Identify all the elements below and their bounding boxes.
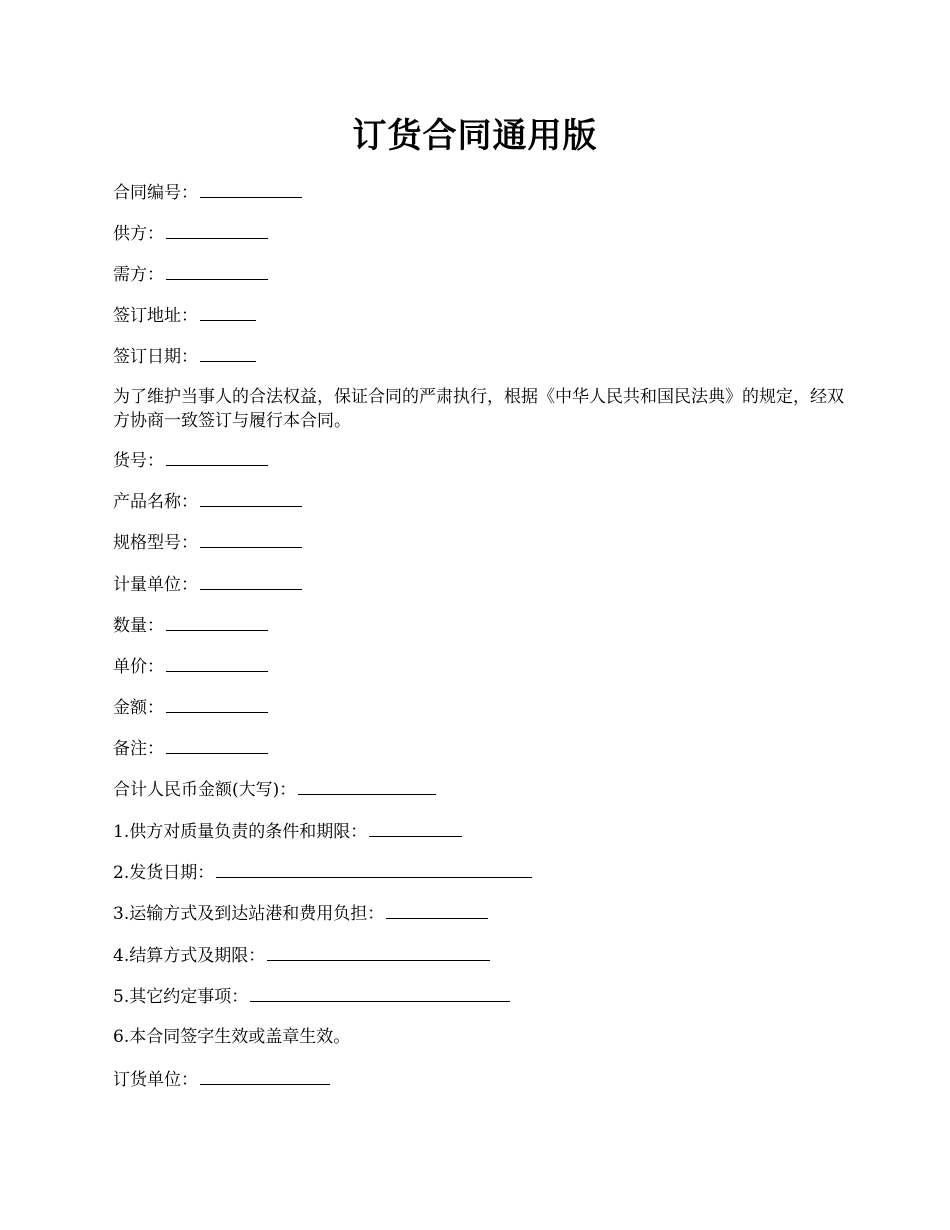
- spec-model-blank[interactable]: [200, 530, 302, 548]
- field-label: 合同编号：: [113, 183, 198, 203]
- clause-other-terms: [113, 984, 510, 1009]
- field-label: 合计人民币金额(大写)：: [113, 780, 297, 800]
- item-number-blank[interactable]: [166, 448, 268, 466]
- clause-settlement-blank[interactable]: [267, 943, 490, 961]
- signing-date-field: [113, 344, 256, 369]
- product-name-blank[interactable]: [200, 489, 302, 507]
- clause-settlement: [113, 943, 490, 968]
- total-amount-blank[interactable]: [298, 777, 436, 795]
- field-label: 规格型号：: [113, 533, 198, 553]
- unit-price-blank[interactable]: [166, 654, 268, 672]
- buyer-field: [113, 262, 268, 287]
- field-label: 订货单位：: [113, 1070, 198, 1090]
- contract-number-field: [113, 180, 302, 205]
- clause-transport: [113, 901, 488, 926]
- remarks-field: [113, 736, 268, 761]
- intro-paragraph: 为了维护当事人的合法权益，保证合同的严肃执行，根据《中华人民共和国民法典》的规定，经双方协商一致签订与履行本合同。: [113, 387, 844, 431]
- field-label: 签订日期：: [113, 347, 198, 367]
- order-unit-field: [113, 1067, 330, 1092]
- remarks-blank[interactable]: [166, 736, 268, 754]
- clause-label: 2.发货日期：: [113, 863, 215, 883]
- unit-price-field: [113, 654, 268, 679]
- amount-field: [113, 695, 268, 720]
- document-title: 订货合同通用版: [352, 116, 598, 156]
- clause-other-terms-blank[interactable]: [250, 984, 510, 1002]
- clause-quality-blank[interactable]: [369, 819, 462, 837]
- signing-date-blank[interactable]: [200, 344, 256, 362]
- clause-label: 5.其它约定事项：: [113, 987, 249, 1007]
- total-amount-field: [113, 777, 436, 802]
- unit-of-measure-field: [113, 572, 302, 597]
- field-label: 需方：: [113, 265, 164, 285]
- item-number-field: [113, 448, 268, 473]
- quantity-field: [113, 613, 268, 638]
- clause-label: 1.供方对质量负责的条件和期限：: [113, 822, 368, 842]
- field-label: 供方：: [113, 224, 164, 244]
- field-label: 货号：: [113, 451, 164, 471]
- product-name-field: [113, 489, 302, 514]
- supplier-blank[interactable]: [166, 221, 268, 239]
- signing-address-field: [113, 303, 256, 328]
- supplier-field: [113, 221, 268, 246]
- clause-label: 4.结算方式及期限：: [113, 946, 266, 966]
- field-label: 备注：: [113, 739, 164, 759]
- order-unit-blank[interactable]: [200, 1067, 330, 1085]
- buyer-blank[interactable]: [166, 262, 268, 280]
- spec-model-field: [113, 530, 302, 555]
- clause-delivery-date: [113, 860, 532, 885]
- quantity-blank[interactable]: [166, 613, 268, 631]
- signing-address-blank[interactable]: [200, 303, 256, 321]
- unit-of-measure-blank[interactable]: [200, 572, 302, 590]
- clause-delivery-date-blank[interactable]: [216, 860, 532, 878]
- clause-label: 3.运输方式及到达站港和费用负担：: [113, 904, 385, 924]
- field-label: 金额：: [113, 698, 164, 718]
- clause-effectiveness: [113, 1025, 350, 1049]
- field-label: 计量单位：: [113, 575, 198, 595]
- field-label: 签订地址：: [113, 306, 198, 326]
- field-label: 数量：: [113, 616, 164, 636]
- contract-number-blank[interactable]: [200, 180, 302, 198]
- clause-label: 6.本合同签字生效或盖章生效。: [113, 1027, 351, 1047]
- amount-blank[interactable]: [166, 695, 268, 713]
- clause-quality: [113, 819, 462, 844]
- field-label: 单价：: [113, 657, 164, 677]
- clause-transport-blank[interactable]: [386, 901, 488, 919]
- field-label: 产品名称：: [113, 492, 198, 512]
